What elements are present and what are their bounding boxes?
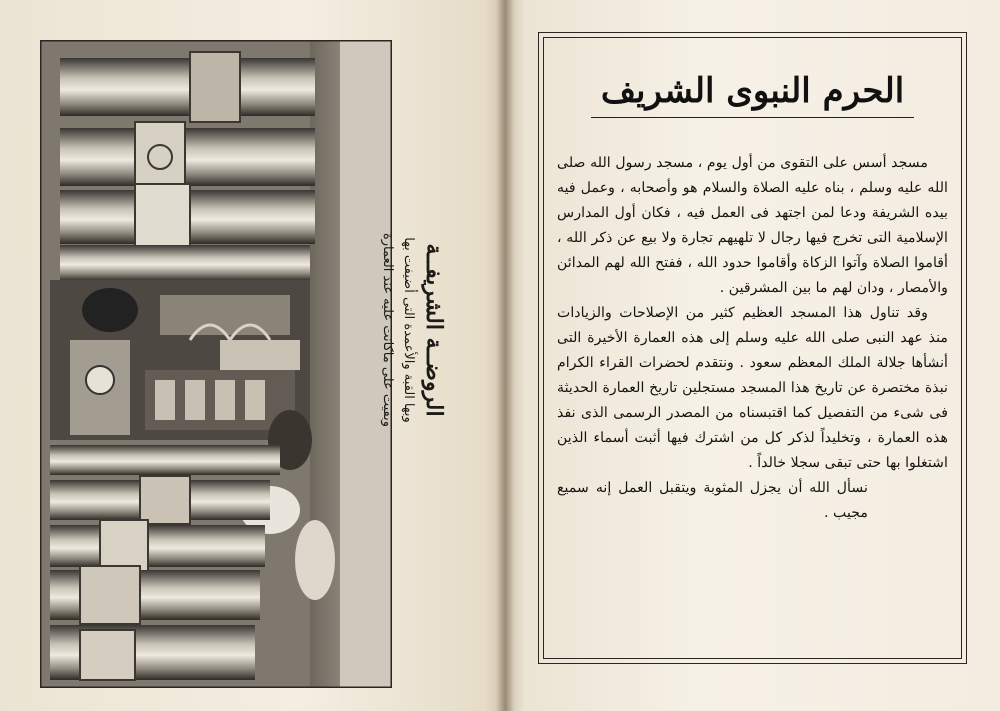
text-frame — [538, 32, 967, 664]
photo-caption — [377, 160, 447, 500]
photo-rawdah-icon — [40, 40, 392, 688]
body-text — [557, 151, 948, 526]
paragraph-1: مسجد أسس على التقوى من أول يوم ، مسجد رسول الله صلى الله عليه وسلم ، بناه عليه الصلاة والسلام هو وأصحابه ، وعمل فيه بيده الشريفة ودعا لمن اجتهد فى العمل فيه ، فكان أول المدارس الإسلامية التى تخرج فيها رجال لا تلهيهم تجارة ولا بيع عن ذكر الله ، أقاموا الصلاة وآتوا الزكاة وأقاموا حدود الله ، ففتح الله لهم المدائن والأمصار ، ودان لهم ما بين المشرقين . — [557, 155, 948, 296]
paragraph-closing: نسأل الله أن يجزل المثوبة ويتقبل العمل إنه سميع مجيب . — [557, 480, 868, 521]
book-gutter — [496, 0, 514, 711]
caption-line-2: وبقيت على ماكانت عليه عند العمارة — [380, 232, 395, 428]
caption-title: الروضــة الشريفــة — [421, 243, 447, 417]
caption-line-1: وبها القبة والأعمدة التى أضيفت بها — [401, 237, 416, 423]
page-heading: الحرم النبوى الشريف — [591, 71, 914, 118]
rawdah-photo — [40, 40, 392, 688]
paragraph-2: وقد تناول هذا المسجد العظيم كثير من الإصلاحات والزيادات منذ عهد النبى صلى الله عليه وسلم إلى هذه العمارة الأخيرة التى أنشأها جلالة الملك المعظم سعود . ونتقدم لحضرات القراء الكرام نبذة مختصرة عن تاريخ هذا المسجد مستجلين تاريخ العمارة الحديثة فى شىء من التفصيل كما اقتبسناه من المصدر الرسمى الذى نفذ هذه العمارة ، وتخليداً لذكر كل من اشترك فيها أثبت أسماء الذين اشتغلوا بها حتى تبقى سجلا خالداً . — [557, 305, 948, 471]
heading-wrap — [539, 71, 966, 118]
